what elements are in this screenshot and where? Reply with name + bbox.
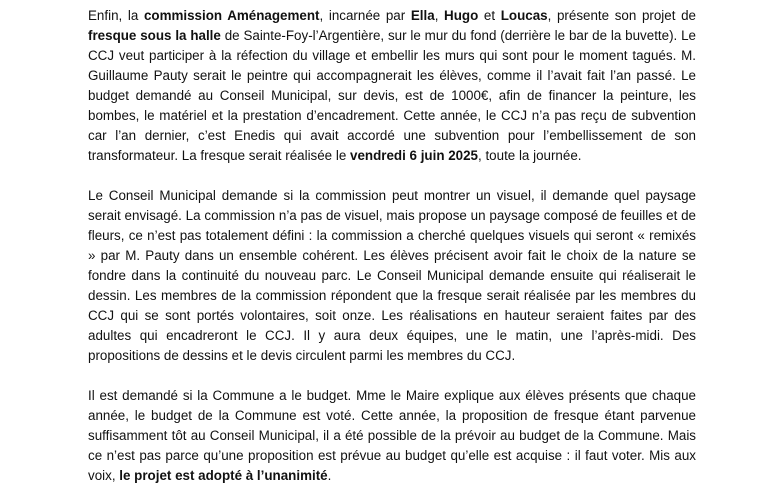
bold-text: le projet est adopté à l’unanimité [119, 468, 328, 483]
paragraph-conseil-municipal-question [88, 186, 696, 366]
text-segment: Il est demandé si la Commune a le budget. Mme le Maire explique aux élèves présents que chaque année, le budget de la Commune est voté. Cette année, la proposition de fresque étant parvenue suffisamment tôt au Conseil Municipal, il a été possible de la prévoir au budget de la Commune. Mais ce n’est pas parce qu’une proposition est prévue au budget qu’elle est acquise : il faut voter. Mis aux voix, [88, 388, 696, 483]
text-segment: Le Conseil Municipal demande si la commission peut montrer un visuel, il demande quel paysage serait envisagé. La commission n’a pas de visuel, mais propose un paysage composé de feuilles et de fleurs, ce n’est pas totalement défini : la commission a cherché quelques visuels qui seront « remixés » par M. Pauty dans un ensemble cohérent. Les élèves précisent avoir fait le choix de la nature se fondre dans la continuité du nouveau parc. Le Conseil Municipal demande ensuite qui réaliserait le dessin. Les membres de la commission répondent que la fresque serait réalisée par les membres du CCJ qui se sont portés volontaires, soit onze. Les réalisations en hauteur seraient faites par des adultes qui encadreront le CCJ. Il y aura deux équipes, une le matin, une l’après-midi. Des propositions de dessins et le devis circulent parmi les membres du CCJ. [88, 188, 696, 363]
bold-text: Loucas [500, 8, 548, 23]
bold-text: Hugo [444, 8, 479, 23]
text-segment: , toute la journée. [478, 148, 582, 163]
text-segment: , présente son projet de [547, 8, 696, 23]
text-segment: , incarnée par [319, 8, 411, 23]
paragraph-commission-amenagement [88, 6, 696, 166]
bold-text: vendredi 6 juin 2025 [350, 148, 479, 163]
paragraph-budget-vote [88, 386, 696, 486]
text-segment: , [434, 8, 445, 23]
bold-text: Ella [410, 8, 435, 23]
bold-text: fresque sous la halle [88, 28, 221, 43]
bold-text: commission Aménagement [143, 8, 320, 23]
text-segment: . [327, 468, 332, 483]
text-segment: et [478, 8, 501, 23]
text-segment: Enfin, la [88, 8, 144, 23]
text-segment: de Sainte-Foy-l’Argentière, sur le mur du fond (derrière le bar de la buvette). Le CCJ veut participer à la réfection du village et embellir les murs qui sont pour le moment tagués. M. Guillaume Pauty serait le peintre qui accompagnerait les élèves, comme il l’avait fait l’an passé. Le budget demandé au Conseil Municipal, sur devis, est de 1000€, afin de financer la peinture, les bombes, le matériel et la prestation d’encadrement. Cette année, le CCJ n’a pas reçu de subvention car l’an dernier, c’est Enedis qui avait accordé une subvention pour l’embellissement de son transformateur. La fresque serait réalisée le [88, 28, 697, 163]
